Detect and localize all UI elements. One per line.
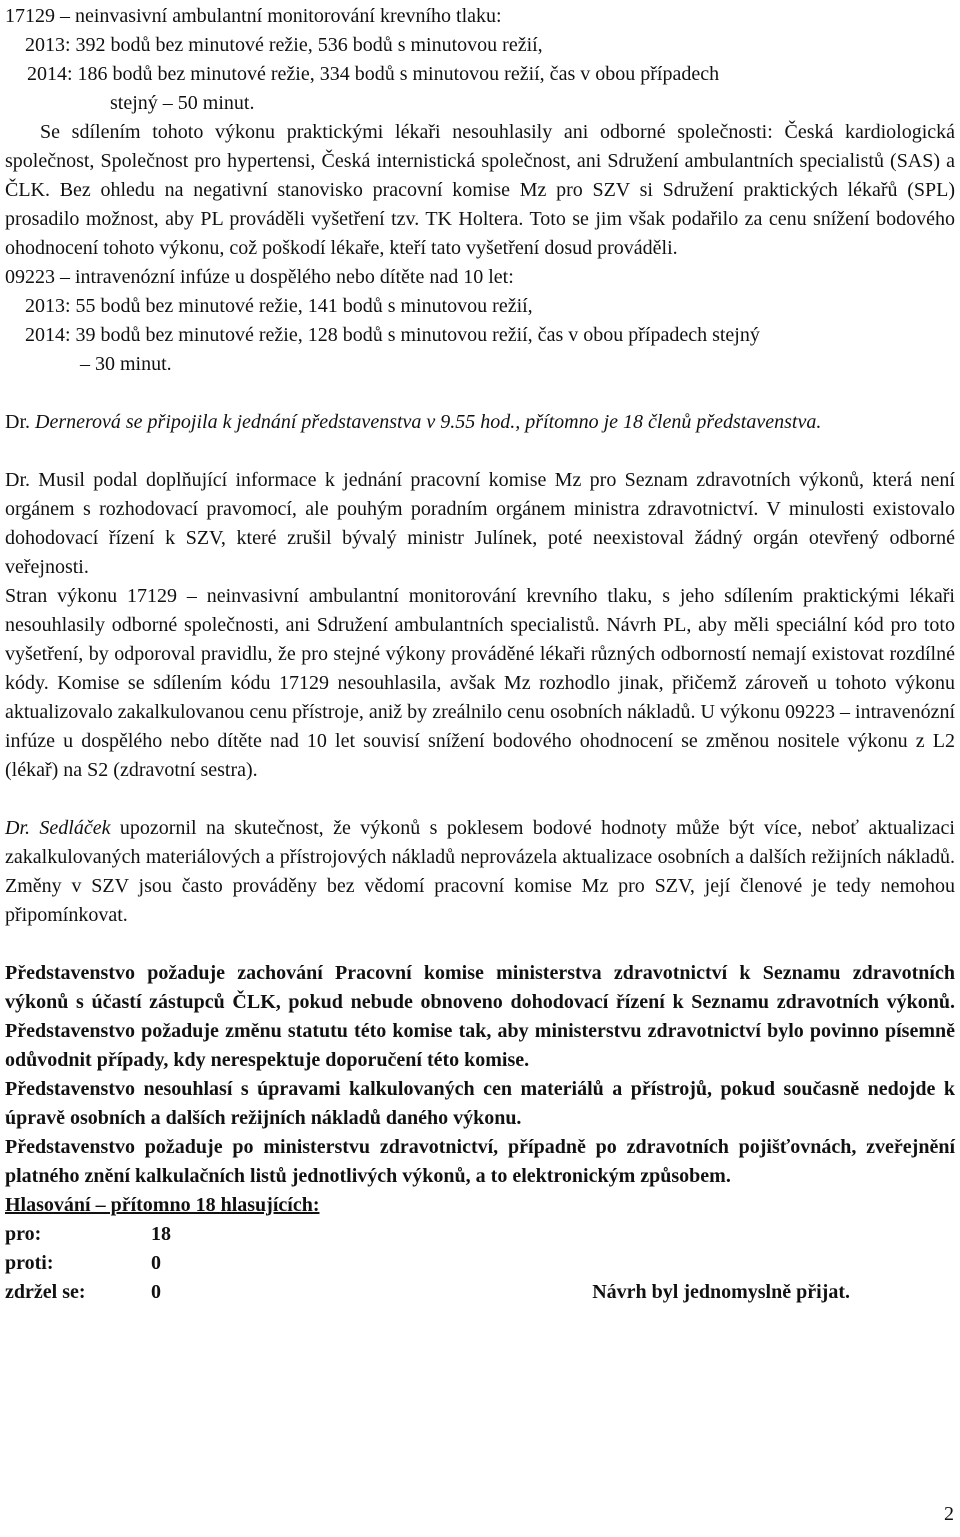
item-17129-2013: 2013: 392 bodů bez minutové režie, 536 bodů s minutovou režií, — [25, 34, 543, 56]
spacer — [5, 437, 955, 466]
item-09223-time: – 30 minut. — [80, 353, 172, 375]
spacer — [5, 930, 955, 959]
sedlacek-name: Dr. Sedláček — [5, 817, 111, 839]
item-09223-2014: 2014: 39 bodů bez minutové režie, 128 bodů s minutovou režií, čas v obou případech stejný — [25, 324, 760, 346]
sedlacek-paragraph — [5, 814, 955, 930]
vote-heading: Hlasování – přítomno 18 hlasujících: — [5, 1194, 320, 1216]
vote-proti-label: proti: — [5, 1252, 54, 1274]
vote-pro-label: pro: — [5, 1223, 42, 1245]
dernerova-note — [5, 408, 955, 437]
resolution-paragraph-2: Představenstvo nesouhlasí s úpravami kalkulovaných cen materiálů a přístrojů, pokud současně nedojde k úpravě osobních a dalších režijních nákladů daného výkonu. — [5, 1078, 955, 1129]
sedlacek-text: upozornil na skutečnost, že výkonů s poklesem bodové hodnoty může být více, neboť aktualizaci zakalkulovaných materiálových a přístrojových nákladů neprovázela aktualizace osobních a dalších režijních nákladů. Změny v SZV jsou často prováděny bez vědomí pracovní komise Mz pro SZV, její členové je tedy nemohou připomínkovat. — [5, 817, 955, 926]
item-17129-title: 17129 – neinvasivní ambulantní monitorování krevního tlaku: — [5, 5, 502, 27]
vote-row-zdrzel — [5, 1278, 955, 1307]
item-17129-2014: 2014: 186 bodů bez minutové režie, 334 bodů s minutovou režií, čas v obou případech — [27, 63, 720, 85]
vote-pro-value: 18 — [151, 1223, 171, 1245]
musil-paragraph-1: Dr. Musil podal doplňující informace k jednání pracovní komise Mz pro Seznam zdravotních výkonů, která není orgánem s rozhodovací pravomocí, ale pouhým poradním orgánem ministra zdravotnictví. V minulosti existovalo dohodovací řízení k SZV, které zrušil bývalý ministr Julínek, poté neexistoval žádný orgán otevřený odborné veřejnosti. — [5, 469, 955, 578]
resolution-paragraph-1: Představenstvo požaduje zachování Pracovní komise ministerstva zdravotnictví k Seznamu zdravotních výkonů s účastí zástupců ČLK, pokud nebude obnoveno dohodovací řízení k Seznamu zdravotních výkonů. Představenstvo požaduje změnu statutu této komise tak, aby ministerstvu zdravotnictví bylo povinno písemně odůvodnit případy, kdy nerespektuje doporučení této komise. — [5, 962, 955, 1071]
vote-row-proti — [5, 1249, 955, 1278]
spacer — [5, 379, 955, 408]
resolution-paragraph-3: Představenstvo požaduje po ministerstvu zdravotnictví, případně po zdravotních pojišťovnách, zveřejnění platného znění kalkulačních listů jednotlivých výkonů, a to elektronickým způsobem. — [5, 1136, 955, 1187]
item-09223-2013: 2013: 55 bodů bez minutové režie, 141 bodů s minutovou režií, — [25, 295, 533, 317]
dernerova-title: Dr. — [5, 411, 30, 433]
vote-row-pro — [5, 1220, 955, 1249]
musil-paragraph-2: Stran výkonu 17129 – neinvasivní ambulantní monitorování krevního tlaku, s jeho sdílením praktickými lékaři nesouhlasily odborné společnosti, ani Sdružení ambulantních specialistů. Návrh PL, aby měli speciální kód pro toto vyšetření, by odporoval pravidlu, že pro stejné výkony prováděné lékaři různých odborností nemají existovat rozdílné kódy. Komise se sdílením kódu 17129 nesouhlasila, avšak Mz rozhodlo jinak, přičemž zároveň u tohoto výkonu aktualizovalo zakalkulovanou cenu přístroje, aniž by zreálnilo cenu osobních nákladů. U výkonu 09223 – intravenózní infúze u dospělého nebo dítěte nad 10 let souvisí snížení bodového ohodnocení se změnou nositele výkonu z L2 (lékař) na S2 (zdravotní sestra). — [5, 585, 955, 781]
document-body — [5, 2, 955, 1307]
item-17129-commentary: Se sdílením tohoto výkonu praktickými lékaři nesouhlasily ani odborné společnosti: Česká kardiologická společnost, Společnost pro hypertensi, Česká internistická společnost, ani Sdružení ambulantních specialistů (SAS) a ČLK. Bez ohledu na negativní stanovisko pracovní komise Mz pro SZV si Sdružení praktických lékařů (SPL) prosadilo možnost, aby PL prováděli vyšetření tzv. TK Holtera. Toto se jim však podařilo za cenu snížení bodového ohodnocení tohoto výkonu, což poškodí lékaře, kteří tato vyšetření dosud prováděli. — [5, 121, 955, 259]
item-17129-time: stejný – 50 minut. — [110, 92, 255, 114]
vote-zdrzel-value: 0 — [151, 1281, 161, 1303]
dernerova-text: Dernerová se připojila k jednání představenstva v 9.55 hod., přítomno je 18 členů představenstva. — [30, 411, 822, 433]
vote-result: Návrh byl jednomyslně přijat. — [592, 1281, 850, 1303]
item-09223-title: 09223 – intravenózní infúze u dospělého nebo dítěte nad 10 let: — [5, 266, 514, 288]
page-number: 2 — [944, 1503, 954, 1525]
spacer — [5, 785, 955, 814]
vote-proti-value: 0 — [151, 1252, 161, 1274]
vote-zdrzel-label: zdržel se: — [5, 1281, 86, 1303]
